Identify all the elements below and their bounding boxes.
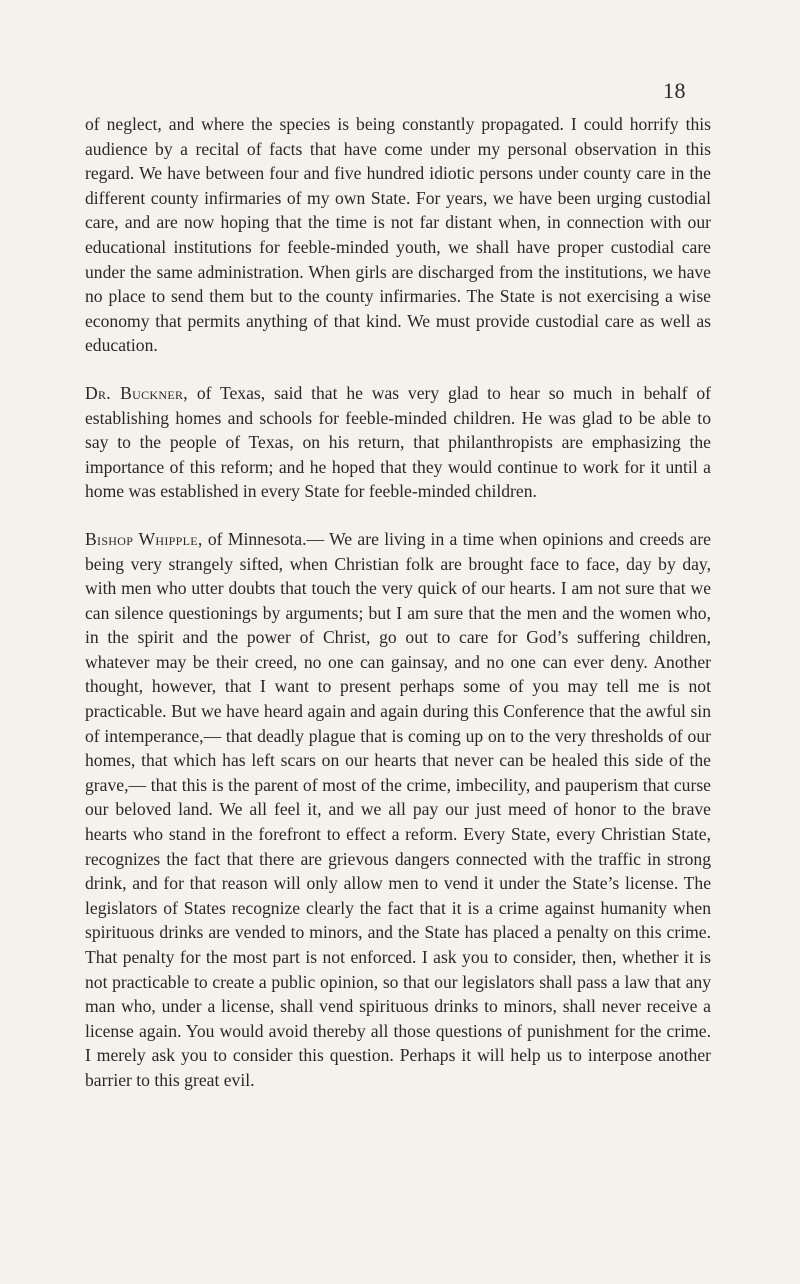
speaker-name: Bishop Whipple, bbox=[85, 528, 203, 549]
paragraph-continuation bbox=[85, 112, 711, 358]
speaker-name: Dr. Buckner, bbox=[85, 382, 188, 403]
paragraph-text: of Texas, said that he was very glad to hear so much in behalf of establishing homes and schools for feeble-minded children. He was glad to be able to say to the people of Texas, on his return, that philanthropists are emphasizing the importance of this reform; and he hoped that they would continue to work for it until a home was established in every State for feeble-minded children. bbox=[85, 382, 711, 502]
paragraph-text: of neglect, and where the species is being constantly propagated. I could horrify this audience by a recital of facts that have come under my personal observation in this regard. We have between four and five hundred idiotic persons under county care in the different county infirmaries of my own State. For years, we have been urging custodial care, and are now hoping that the time is not far distant when, in connection with our educational institutions for feeble-minded youth, we shall have proper custodial care under the same administration. When girls are discharged from the institutions, we have no place to send them but to the county infirmaries. The State is not exercising a wise economy that permits anything of that kind. We must provide custodial care as well as education. bbox=[85, 114, 711, 356]
paragraph-whipple bbox=[85, 527, 711, 1093]
page-number: 18 bbox=[663, 78, 686, 103]
paragraph-text: of Minnesota.— We are living in a time when opinions and creeds are being very strangely sifted, when Christian folk are brought face to face, day by day, with men who utter doubts that touch the very quick of our hearts. I am not sure that we can silence questionings by arguments; but I am sure that the men and the women who, in the spirit and the power of Christ, go out to care for God’s suffering children, whatever may be their creed, no one can gainsay, and no one can ever deny. Another thought, however, that I want to present perhaps some of you may tell me is not practicable. But we have heard again and again during this Conference that the awful sin of intemperance,— that deadly plague that is coming up on to the very thresholds of our homes, that which has left scars on our hearts that never can be healed this side of the grave,— that this is the parent of most of the crime, imbecility, and pauperism that curse our beloved land. We all feel it, and we all pay our just meed of honor to the brave hearts who stand in the forefront to effect a reform. Every State, every Christian State, recognizes the fact that there are grievous dangers connected with the traffic in strong drink, and for that reason will only allow men to vend it under the State’s license. The legislators of States recognize clearly the fact that it is a crime against humanity when spirituous drinks are vended to minors, and the State has placed a penalty on this crime. That penalty for the most part is not enforced. I ask you to consider, then, whether it is not practicable to create a public opinion, so that our legislators shall pass a law that any man who, under a license, shall vend spirituous drinks to minors, shall never receive a license again. You would avoid thereby all those questions of punishment for the crime. I merely ask you to consider this question. Perhaps it will help us to interpose another barrier to this great evil. bbox=[85, 528, 711, 1090]
body-text bbox=[85, 112, 711, 1093]
paragraph-buckner bbox=[85, 381, 711, 504]
